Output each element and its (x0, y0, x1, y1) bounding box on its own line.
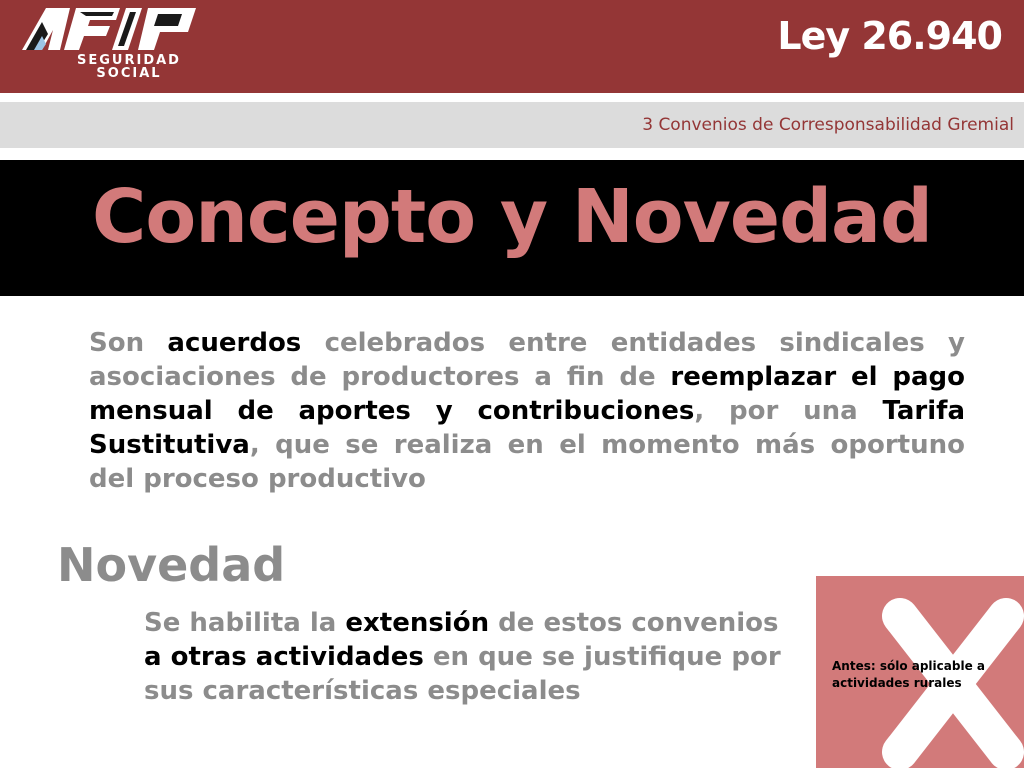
afip-logo-mark (20, 4, 205, 56)
concept-part: Son (89, 328, 168, 358)
novedad-part-emphasis: a otras actividades (144, 642, 424, 672)
concept-part: , por una (694, 396, 883, 426)
concept-paragraph (89, 326, 965, 496)
logo-subtitle-line1: SEGURIDAD (77, 53, 181, 68)
afip-logo (20, 4, 205, 80)
concept-part-emphasis: Tarifa Sustitutiva (89, 396, 965, 460)
novedad-part-emphasis: extensión (345, 608, 490, 638)
concept-part-emphasis: acuerdos (167, 328, 302, 358)
previous-scope-box (816, 576, 1024, 768)
novedad-part: Se habilita la (144, 608, 346, 638)
logo-text: AFIP (20, 4, 23, 5)
concept-part: celebrados entre entidades sindicales y asociaciones de productores a fin de (89, 328, 966, 392)
previous-scope-note: Antes: sólo aplicable a actividades rurales (832, 659, 985, 690)
novedad-paragraph (144, 606, 784, 708)
page-title: Concepto y Novedad (92, 174, 932, 260)
concept-part: , que se realiza en el momento más oportuno del proceso productivo (89, 430, 965, 494)
logo-subtitle-line2: SOCIAL (96, 66, 162, 81)
novedad-part: en que se justifique por sus características especiales (144, 642, 781, 706)
novedad-heading: Novedad (57, 538, 286, 592)
law-title: Ley 26.940 (777, 14, 1002, 58)
subtitle-text: 3 Convenios de Corresponsabilidad Gremial (642, 115, 1014, 135)
header-bar (0, 0, 1024, 93)
concept-part-emphasis: reemplazar el pago mensual de aportes y contribuciones (89, 362, 965, 426)
novedad-part: de estos convenios (489, 608, 779, 638)
